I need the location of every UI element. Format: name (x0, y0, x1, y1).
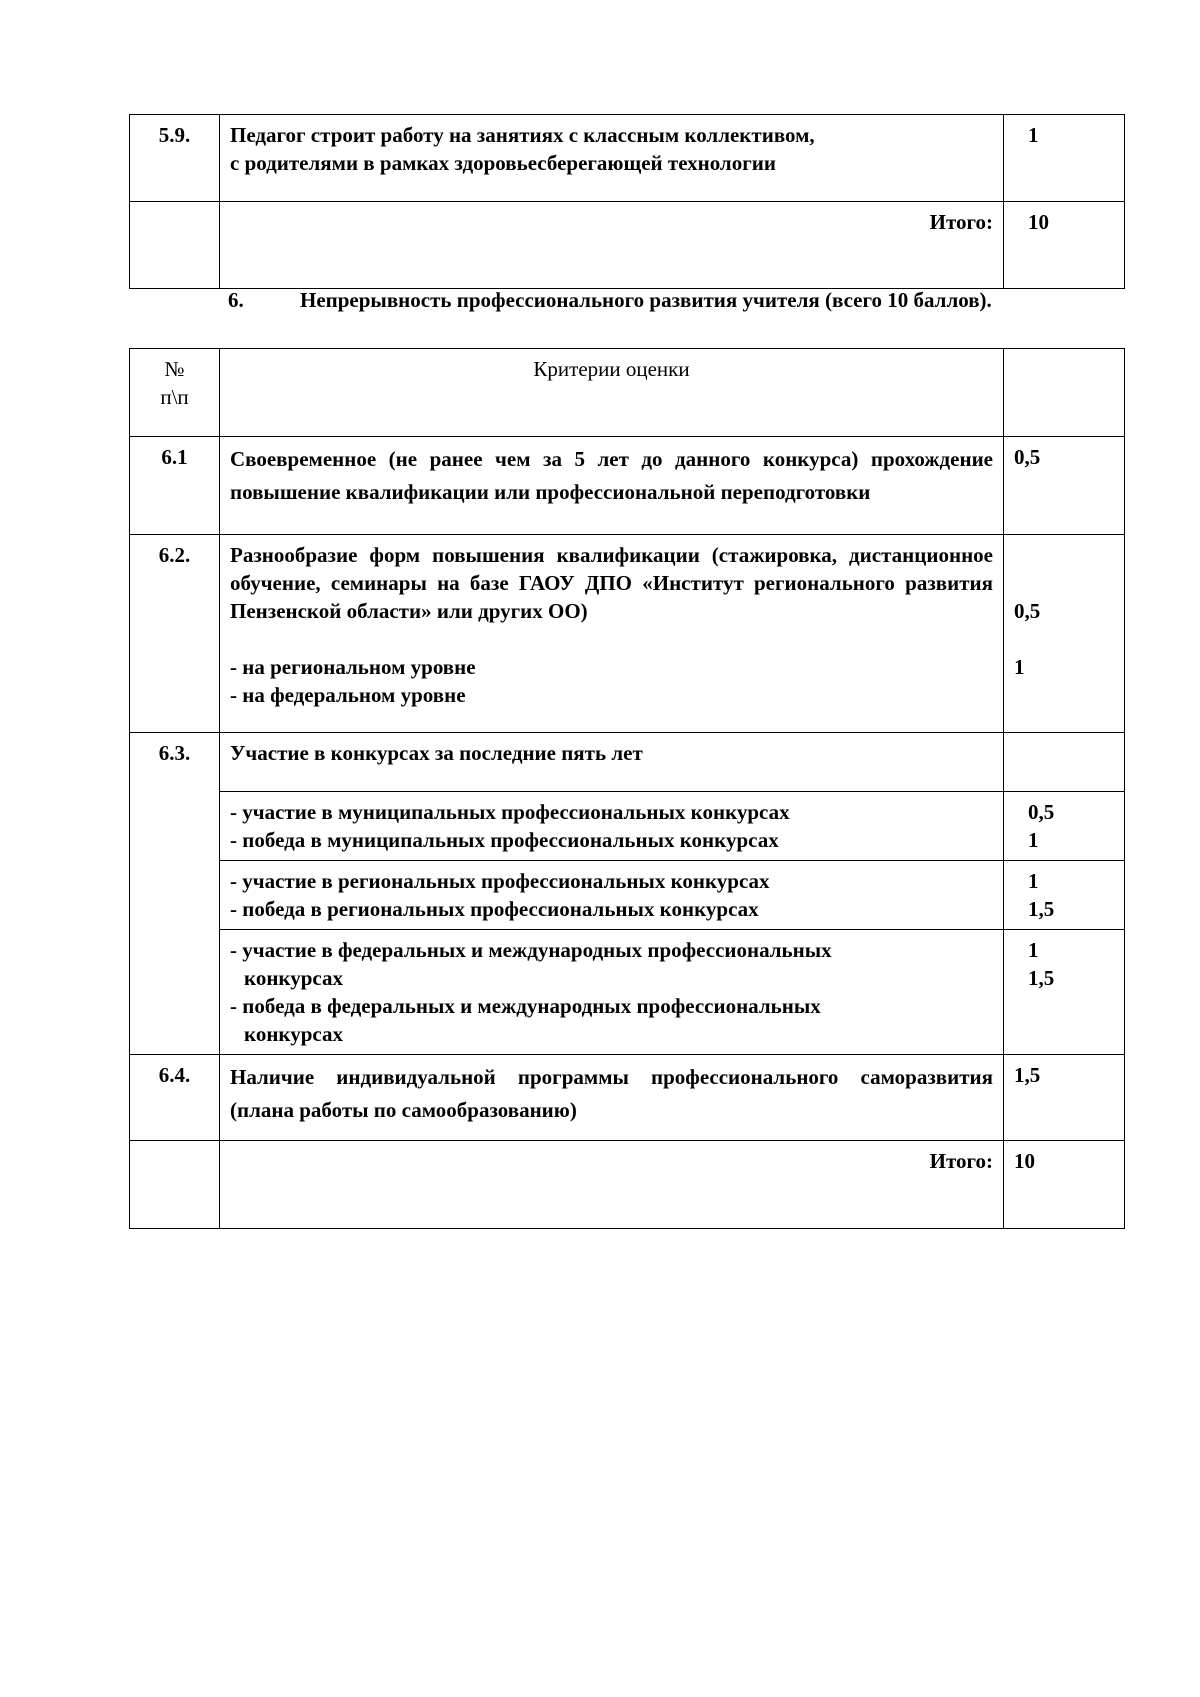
list-item: конкурсах (244, 966, 343, 990)
points-value: 1 (1028, 938, 1039, 962)
table-row (130, 1055, 1125, 1141)
points-value: 1 (1028, 869, 1039, 893)
points-value: 1,5 (1028, 966, 1055, 990)
table-row (130, 792, 1125, 861)
row-number: 6.4. (130, 1055, 220, 1141)
number-header-line1: № (164, 357, 185, 381)
criterion-text (220, 115, 1004, 202)
criteria-table-5 (129, 114, 1125, 289)
points-cell: 0,5 (1004, 437, 1125, 535)
empty-cell (130, 1141, 220, 1229)
table-row (130, 115, 1125, 202)
criterion-text: Наличие индивидуальной программы профессионального саморазвития (плана работы по самообразованию) (220, 1055, 1004, 1141)
points-cell: 1,5 (1004, 1055, 1125, 1141)
points-cell: 1 (1004, 115, 1125, 202)
list-item: - победа в федеральных и международных профессиональных (230, 994, 821, 1018)
row-number: 6.1 (130, 437, 220, 535)
criterion-subitems (220, 861, 1004, 930)
points-cell (1004, 535, 1125, 733)
row-number: 6.2. (130, 535, 220, 733)
total-points: 10 (1004, 1141, 1125, 1229)
list-item: - победа в региональных профессиональных конкурсах (230, 897, 759, 921)
criterion-main-text: Разнообразие форм повышения квалификации (стажировка, дистанционное обучение, семинары на базе ГАОУ ДПО «Институт регионального развития Пензенской области» или других ОО) (230, 543, 993, 623)
list-item: - на региональном уровне (230, 655, 476, 679)
points-value: 0,5 (1028, 800, 1055, 824)
table-row (130, 437, 1125, 535)
table-row (130, 733, 1125, 792)
points-value: 1 (1028, 828, 1039, 852)
criterion-text: Своевременное (не ранее чем за 5 лет до данного конкурса) прохождение повышение квалификации или профессиональной переподготовки (220, 437, 1004, 535)
points-value: 1 (1014, 655, 1025, 679)
criterion-text: Участие в конкурсах за последние пять лет (220, 733, 1004, 792)
total-points: 10 (1004, 202, 1125, 289)
list-item: - участие в федеральных и международных профессиональных (230, 938, 832, 962)
row-number: 6.3. (130, 733, 220, 1055)
table-row (130, 535, 1125, 733)
points-cell (1004, 930, 1125, 1055)
list-item: - участие в региональных профессиональных конкурсах (230, 869, 770, 893)
points-header (1004, 349, 1125, 437)
list-item: - на федеральном уровне (230, 683, 466, 707)
total-label: Итого: (220, 1141, 1004, 1229)
header-row (130, 349, 1125, 437)
points-value: 1,5 (1028, 897, 1055, 921)
table-row (130, 861, 1125, 930)
section-number: 6. (228, 288, 244, 312)
row-number: 5.9. (130, 115, 220, 202)
section-heading (228, 288, 992, 313)
criterion-line: Педагог строит работу на занятиях с классным коллективом, (230, 123, 815, 147)
criterion-subitems (220, 792, 1004, 861)
list-item: - участие в муниципальных профессиональных конкурсах (230, 800, 790, 824)
total-row (130, 1141, 1125, 1229)
total-row (130, 202, 1125, 289)
points-cell (1004, 733, 1125, 792)
points-cell (1004, 792, 1125, 861)
total-label: Итого: (220, 202, 1004, 289)
number-header-line2: п\п (160, 385, 189, 409)
criteria-table-6 (129, 348, 1125, 1229)
criterion-line: с родителями в рамках здоровьесберегающей технологии (230, 151, 776, 175)
points-value: 0,5 (1014, 599, 1041, 623)
table-row (130, 930, 1125, 1055)
criterion-subitems (220, 930, 1004, 1055)
list-item: конкурсах (244, 1022, 343, 1046)
number-header (130, 349, 220, 437)
section-title: Непрерывность профессионального развития учителя (всего 10 баллов). (300, 288, 992, 312)
points-cell (1004, 861, 1125, 930)
criteria-header: Критерии оценки (220, 349, 1004, 437)
criterion-text (220, 535, 1004, 733)
empty-cell (130, 202, 220, 289)
list-item: - победа в муниципальных профессиональных конкурсах (230, 828, 779, 852)
